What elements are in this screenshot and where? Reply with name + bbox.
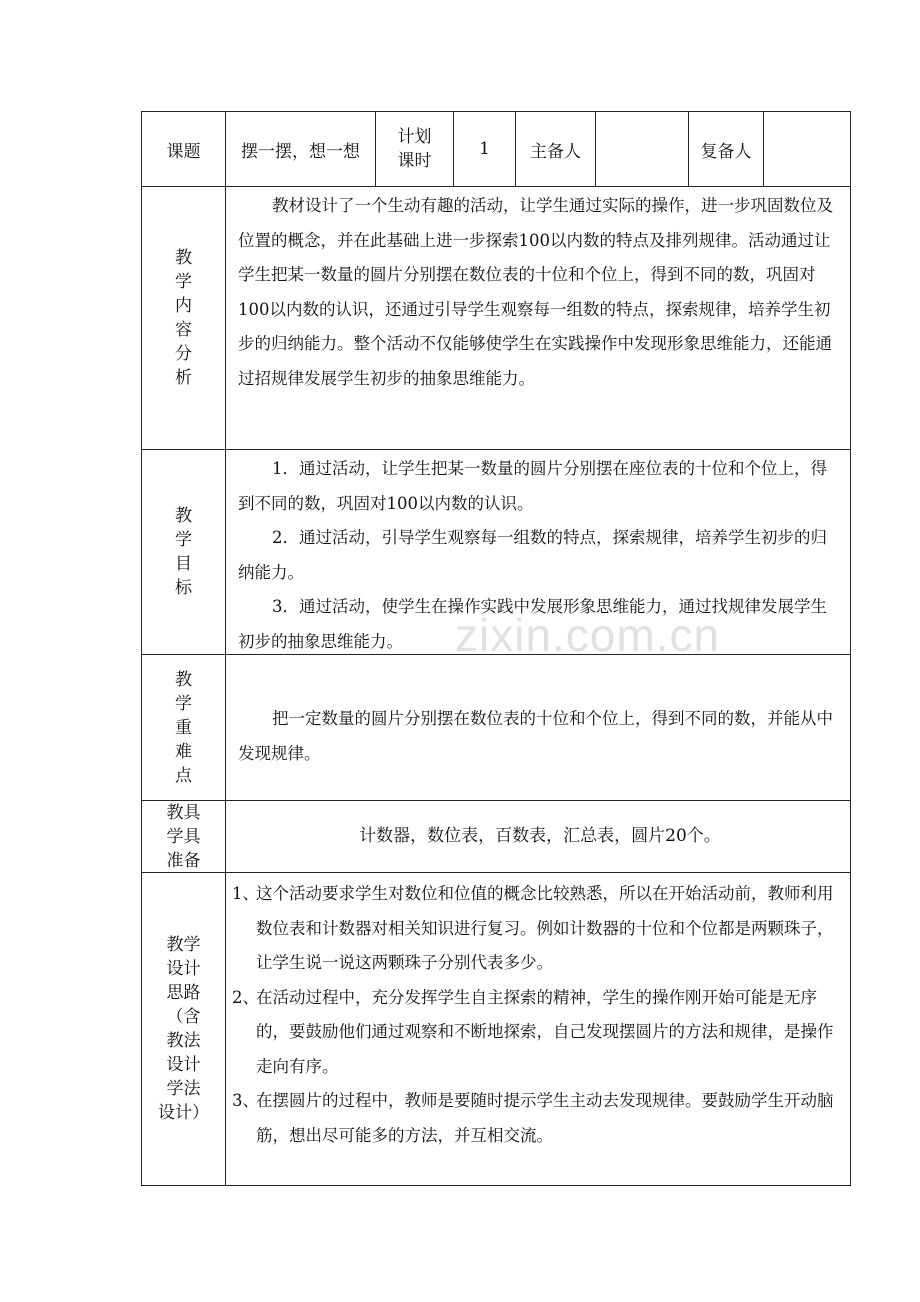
main-preparer-value xyxy=(596,112,689,186)
design-label: 教学 设计 思路 （含 教法 设计 学法 设计） xyxy=(142,873,226,1185)
materials-text-cell xyxy=(226,801,850,872)
co-preparer-label: 复备人 xyxy=(689,112,764,186)
list-item: 1、 这个活动要求学生对数位和位值的概念比较熟悉，所以在开始活动前，教师利用数位表和计数器对相关知识进行复习。例如计数器的十位和个位都是两颗珠子，让学生说一说这两颗珠子分别代表多少。 xyxy=(232,884,834,972)
content-analysis-text: 教材设计了一个生动有趣的活动，让学生通过实际的操作，进一步巩固数位及位置的概念，并在此基础上进一步探索100以内数的特点及排列规律。活动通过让学生把某一数量的圆片分别摆在数位表的十位和个位上，得到不同的数，巩固对100以内数的认识，还通过引导学生观察每一组数的特点，探索规律，培养学生初步的归纳能力。整个活动不仅能够使学生在实践操作中发现形象思维能力，还能通过招规律发展学生初步的抽象思维能力。 xyxy=(238,196,833,388)
materials-row xyxy=(142,801,850,873)
objectives-row xyxy=(142,450,850,655)
header-row xyxy=(142,112,850,187)
content-analysis-row xyxy=(142,187,850,450)
objective-item: 3．通过活动，使学生在操作实践中发展形象思维能力，通过找规律发展学生初步的抽象思维能力。 xyxy=(238,597,827,651)
watermark: zixin.com.cn xyxy=(455,609,721,661)
plan-label-line1: 计划 xyxy=(397,127,432,147)
content-analysis-text-cell xyxy=(226,187,850,449)
objective-item: 1．通过活动，让学生把某一数量的圆片分别摆在座位表的十位和个位上，得到不同的数，巩固对100以内数的认识。 xyxy=(238,459,827,513)
co-preparer-value xyxy=(764,112,850,186)
key-points-label: 教 学 重 难 点 xyxy=(142,655,226,800)
list-item: 2、 在活动过程中，充分发挥学生自主探索的精神，学生的操作刚开始可能是无序的，要鼓励他们通过观察和不断地探索，自己发现摆圆片的方法和规律，是操作走向有序。 xyxy=(232,987,834,1076)
plan-label-line2: 课时 xyxy=(397,151,432,171)
topic-label: 课题 xyxy=(142,112,226,186)
key-points-row xyxy=(142,655,850,801)
design-text-cell xyxy=(226,873,850,1185)
plan-hours-label xyxy=(376,112,454,186)
plan-hours-value: 1 xyxy=(454,112,516,186)
content-analysis-label: 教 学 内 容 分 析 xyxy=(142,187,226,449)
objectives-text-cell xyxy=(226,450,850,654)
topic-value: 摆一摆，想一想 xyxy=(226,112,376,186)
materials-text: 计数器，数位表，百数表，汇总表，圆片20个。 xyxy=(359,826,721,847)
key-points-text-cell xyxy=(226,655,850,800)
objective-item: 2．通过活动，引导学生观察每一组数的特点，探索规律，培养学生初步的归纳能力。 xyxy=(238,528,827,582)
design-row xyxy=(142,873,850,1185)
list-item: 3、 在摆圆片的过程中，教师是要随时提示学生主动去发现规律。要鼓励学生开动脑筋，想出尽可能多的方法，并互相交流。 xyxy=(232,1091,834,1145)
materials-label: 教具 学具 准备 xyxy=(142,801,226,872)
lesson-plan-table xyxy=(141,111,851,1186)
design-list xyxy=(232,877,842,1153)
key-points-text: 把一定数量的圆片分别摆在数位表的十位和个位上，得到不同的数，并能从中发现规律。 xyxy=(238,709,833,763)
main-preparer-label: 主备人 xyxy=(516,112,596,186)
objectives-label: 教 学 目 标 xyxy=(142,450,226,654)
